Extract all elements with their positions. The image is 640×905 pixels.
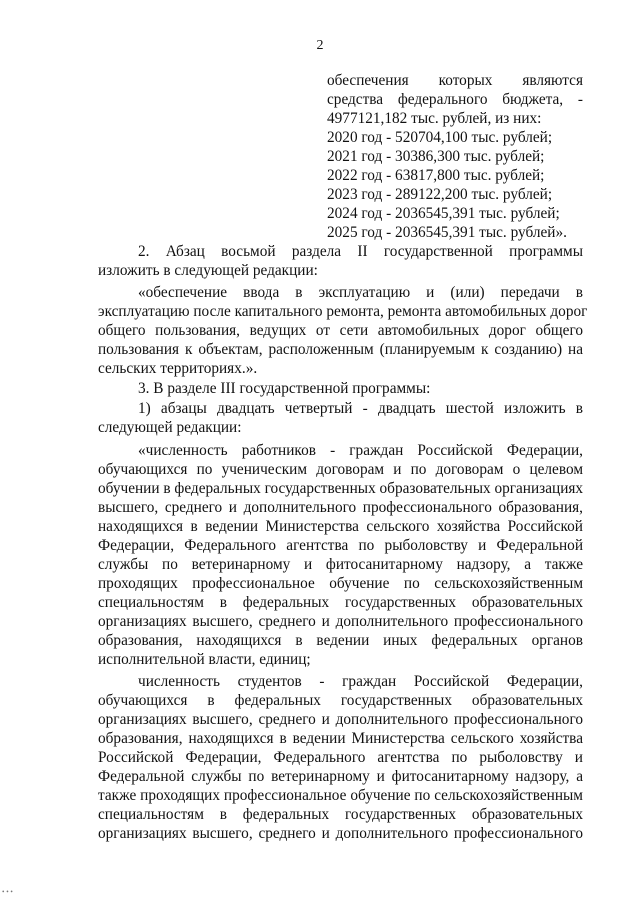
- text-line: «численность работников - граждан Российской Федерации,: [138, 442, 583, 459]
- text-line: специальностям в федеральных государственных образовательных: [98, 594, 583, 611]
- text-line: находящихся в ведении Министерства сельского хозяйства Российской: [98, 518, 583, 535]
- text-line: 4977121,182 тыс. рублей, из них:: [327, 110, 542, 127]
- text-line: специальностям в федеральных государственных образовательных: [98, 806, 583, 823]
- text-line: обучении в федеральных государственных образовательных организациях: [98, 480, 584, 497]
- text-line: средства федерального бюджета, -: [327, 91, 583, 108]
- text-line: также проходящих профессиональное обучение по сельскохозяйственным: [98, 787, 583, 804]
- text-line: Федеральной службы по ветеринарному и фитосанитарному надзору, а: [98, 768, 583, 785]
- text-line: 2020 год - 520704,100 тыс. рублей;: [327, 129, 553, 146]
- text-line: обучающихся по ученическим договорам и по договорам о целевом: [98, 461, 583, 478]
- text-line: 2023 год - 289122,200 тыс. рублей;: [327, 186, 553, 203]
- text-line: «обеспечение ввода в эксплуатацию и (или) передачи в: [138, 284, 583, 301]
- text-line: общего пользования, ведущих от сети автомобильных дорог общего: [98, 322, 583, 339]
- text-line: образования, находящихся в ведении Министерства сельского хозяйства: [98, 730, 583, 747]
- text-line: 2025 год - 2036545,391 тыс. рублей».: [327, 224, 567, 241]
- text-line: Федерации, Федерального агентства по рыболовству и Федеральной: [98, 537, 583, 554]
- text-line: исполнительной власти, единиц;: [98, 651, 311, 668]
- page-number: 2: [316, 38, 324, 53]
- text-line: эксплуатацию после капитального ремонта, ремонта автомобильных дорог: [98, 303, 588, 320]
- text-line: 2024 год - 2036545,391 тыс. рублей;: [327, 205, 560, 222]
- text-line: службы по ветеринарному и фитосанитарному надзору, а также: [98, 556, 583, 573]
- text-line: сельских территориях.».: [98, 360, 258, 377]
- text-line: 3. В разделе III государственной программы:: [138, 380, 431, 397]
- text-line: Российской Федерации, Федерального агентства по рыболовству и: [98, 749, 583, 766]
- text-line: высшего, среднего и дополнительного профессионального образования,: [98, 499, 583, 516]
- footer-mark: • • •: [2, 888, 13, 896]
- text-line: проходящих профессиональное обучение по сельскохозяйственным: [98, 575, 583, 592]
- text-line: организациях высшего, среднего и дополнительного профессионального: [98, 825, 583, 842]
- text-line: обучающихся в федеральных государственных образовательных: [98, 692, 583, 709]
- text-line: 1) абзацы двадцать четвертый - двадцать шестой изложить в: [138, 400, 583, 417]
- text-line: изложить в следующей редакции:: [98, 262, 318, 279]
- text-line: пользования к объектам, расположенным (планируемым к созданию) на: [98, 341, 583, 358]
- text-line: 2022 год - 63817,800 тыс. рублей;: [327, 167, 545, 184]
- text-line: 2. Абзац восьмой раздела II государственной программы: [138, 243, 583, 260]
- text-line: организациях высшего, среднего и дополнительного профессионального: [98, 711, 583, 728]
- text-line: численность студентов - граждан Российской Федерации,: [138, 673, 583, 690]
- text-line: обеспечения которых являются: [327, 72, 583, 89]
- text-line: образования, находящихся в ведении иных федеральных органов: [98, 632, 583, 649]
- text-line: следующей редакции:: [98, 419, 242, 436]
- text-line: 2021 год - 30386,300 тыс. рублей;: [327, 148, 545, 165]
- text-line: организациях высшего, среднего и дополнительного профессионального: [98, 613, 583, 630]
